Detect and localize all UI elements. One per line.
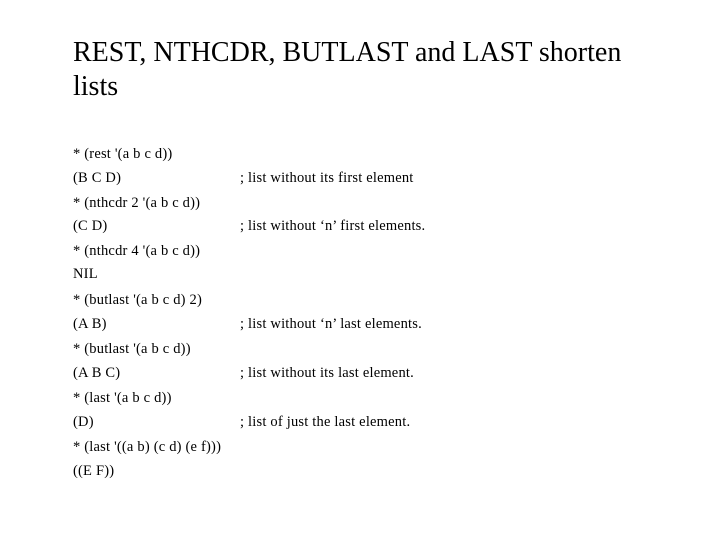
example-comment: ; list of just the last element. [240, 414, 411, 430]
example-input: * (rest '(a b c d)) [73, 146, 173, 162]
example-output: ((E F)) [73, 463, 115, 479]
example-output: (D) [73, 414, 94, 430]
example-output: NIL [73, 266, 98, 282]
example-output: (A B) [73, 316, 107, 332]
slide-title: REST, NTHCDR, BUTLAST and LAST shorten lists [73, 37, 622, 102]
example-input: * (last '((a b) (c d) (e f))) [73, 439, 222, 455]
example-input: * (butlast '(a b c d) 2) [73, 292, 203, 308]
example-input: * (butlast '(a b c d)) [73, 341, 191, 357]
example-input: * (last '(a b c d)) [73, 390, 172, 406]
example-comment: ; list without ‘n’ first elements. [240, 218, 426, 234]
example-output: (A B C) [73, 365, 121, 381]
example-input: * (nthcdr 4 '(a b c d)) [73, 243, 201, 259]
example-comment: ; list without ‘n’ last elements. [240, 316, 422, 332]
example-output: (C D) [73, 218, 108, 234]
example-output: (B C D) [73, 170, 122, 186]
example-comment: ; list without its first element [240, 170, 414, 186]
example-comment: ; list without its last element. [240, 365, 414, 381]
example-input: * (nthcdr 2 '(a b c d)) [73, 195, 201, 211]
